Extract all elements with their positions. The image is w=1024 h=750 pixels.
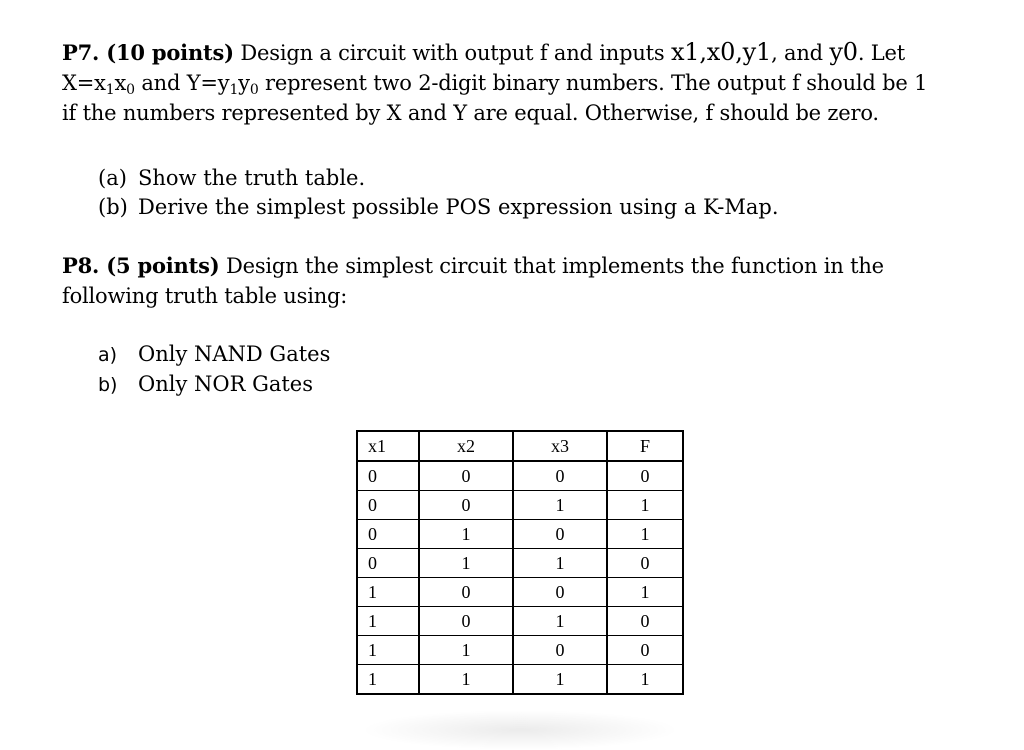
table-row [357,491,683,520]
p7-sub-x0: 0 [126,82,135,98]
table-cell: 0 [419,491,513,520]
table-cell: 1 [357,607,419,636]
header-x1: x1 [357,431,419,461]
p8-item-b-text: Only NOR Gates [138,372,314,396]
table-cell: 0 [513,461,607,491]
page-shadow [360,710,680,750]
table-row [357,549,683,578]
p7-sublist [98,164,779,222]
table-cell: 0 [607,549,683,578]
table-cell: 0 [419,607,513,636]
table-cell: 1 [419,636,513,665]
table-cell: 1 [513,665,607,695]
table-cell: 0 [607,461,683,491]
p7-item-b [98,193,779,222]
p7-var-y0: y0 [829,38,858,66]
table-cell: 1 [419,520,513,549]
table-row [357,520,683,549]
p7-vars: x1,x0,y1 [670,38,772,66]
table-cell: 0 [357,520,419,549]
p7-item-b-label: (b) [98,195,128,219]
table-cell: 1 [419,665,513,695]
table-cell: 0 [357,491,419,520]
table-cell: 1 [357,665,419,695]
p7-text-1c: . Let [857,41,905,65]
table-cell: 1 [513,607,607,636]
header-x3: x3 [513,431,607,461]
table-cell: 1 [607,665,683,695]
table-cell: 0 [513,636,607,665]
p8-item-a [98,340,330,370]
table-cell: 1 [607,578,683,607]
table-cell: 0 [607,636,683,665]
p7-text-2c: x [114,71,127,95]
header-f: F [607,431,683,461]
p7-item-a-label: (a) [98,166,127,190]
truth-table [356,430,684,695]
p7-text-2i: represent two 2-digit binary numbers. The output f should be 1 [258,71,928,95]
p7-line-1 [62,37,962,68]
table-cell: 1 [419,549,513,578]
table-cell: 1 [513,491,607,520]
table-cell: 0 [419,578,513,607]
table-cell: 1 [607,491,683,520]
p7-item-a [98,164,779,193]
p7-sub-y1: 1 [229,82,239,98]
p8-line-1 [62,251,942,281]
table-cell: 0 [357,549,419,578]
table-cell: 1 [357,636,419,665]
table-row [357,578,683,607]
problem-p8 [62,251,942,311]
p7-item-a-text: Show the truth table. [138,166,366,190]
table-cell: 1 [357,578,419,607]
p7-item-b-text: Derive the simplest possible POS expression using a K-Map. [138,195,779,219]
table-header-row [357,431,683,461]
p7-text-1b: , and [771,41,830,65]
p7-text-1a: Design a circuit with output f and inputs [233,41,671,65]
table-row [357,665,683,695]
p8-line-2: following truth table using: [62,284,348,308]
p8-text-1: Design the simplest circuit that implements the function in the [219,254,884,278]
table-cell: 0 [513,578,607,607]
table-cell: 0 [357,461,419,491]
p7-line-2 [62,68,962,98]
p7-text-2g: y [238,71,250,95]
table-cell: 0 [513,520,607,549]
table-row [357,461,683,491]
p8-item-a-text: Only NAND Gates [138,342,331,366]
p8-sublist [98,340,330,400]
table-row [357,636,683,665]
p8-item-a-label: a) [98,344,118,366]
table-cell: 1 [513,549,607,578]
table-cell: 1 [607,520,683,549]
table-cell: 0 [607,607,683,636]
problem-p7 [62,37,962,128]
p8-heading: P8. (5 points) [62,253,220,278]
p7-heading: P7. (10 points) [62,40,234,65]
header-x2: x2 [419,431,513,461]
p8-item-b [98,370,330,400]
p8-item-b-label: b) [98,374,118,396]
p7-sub-y0: 0 [249,82,259,98]
p7-text-2a: X=x [62,71,106,95]
table-cell: 0 [419,461,513,491]
p7-sub-x1: 1 [105,82,115,98]
p7-text-2e: and Y=y [134,71,230,95]
table-row [357,607,683,636]
p7-line-3: if the numbers represented by X and Y are equal. Otherwise, f should be zero. [62,101,879,125]
